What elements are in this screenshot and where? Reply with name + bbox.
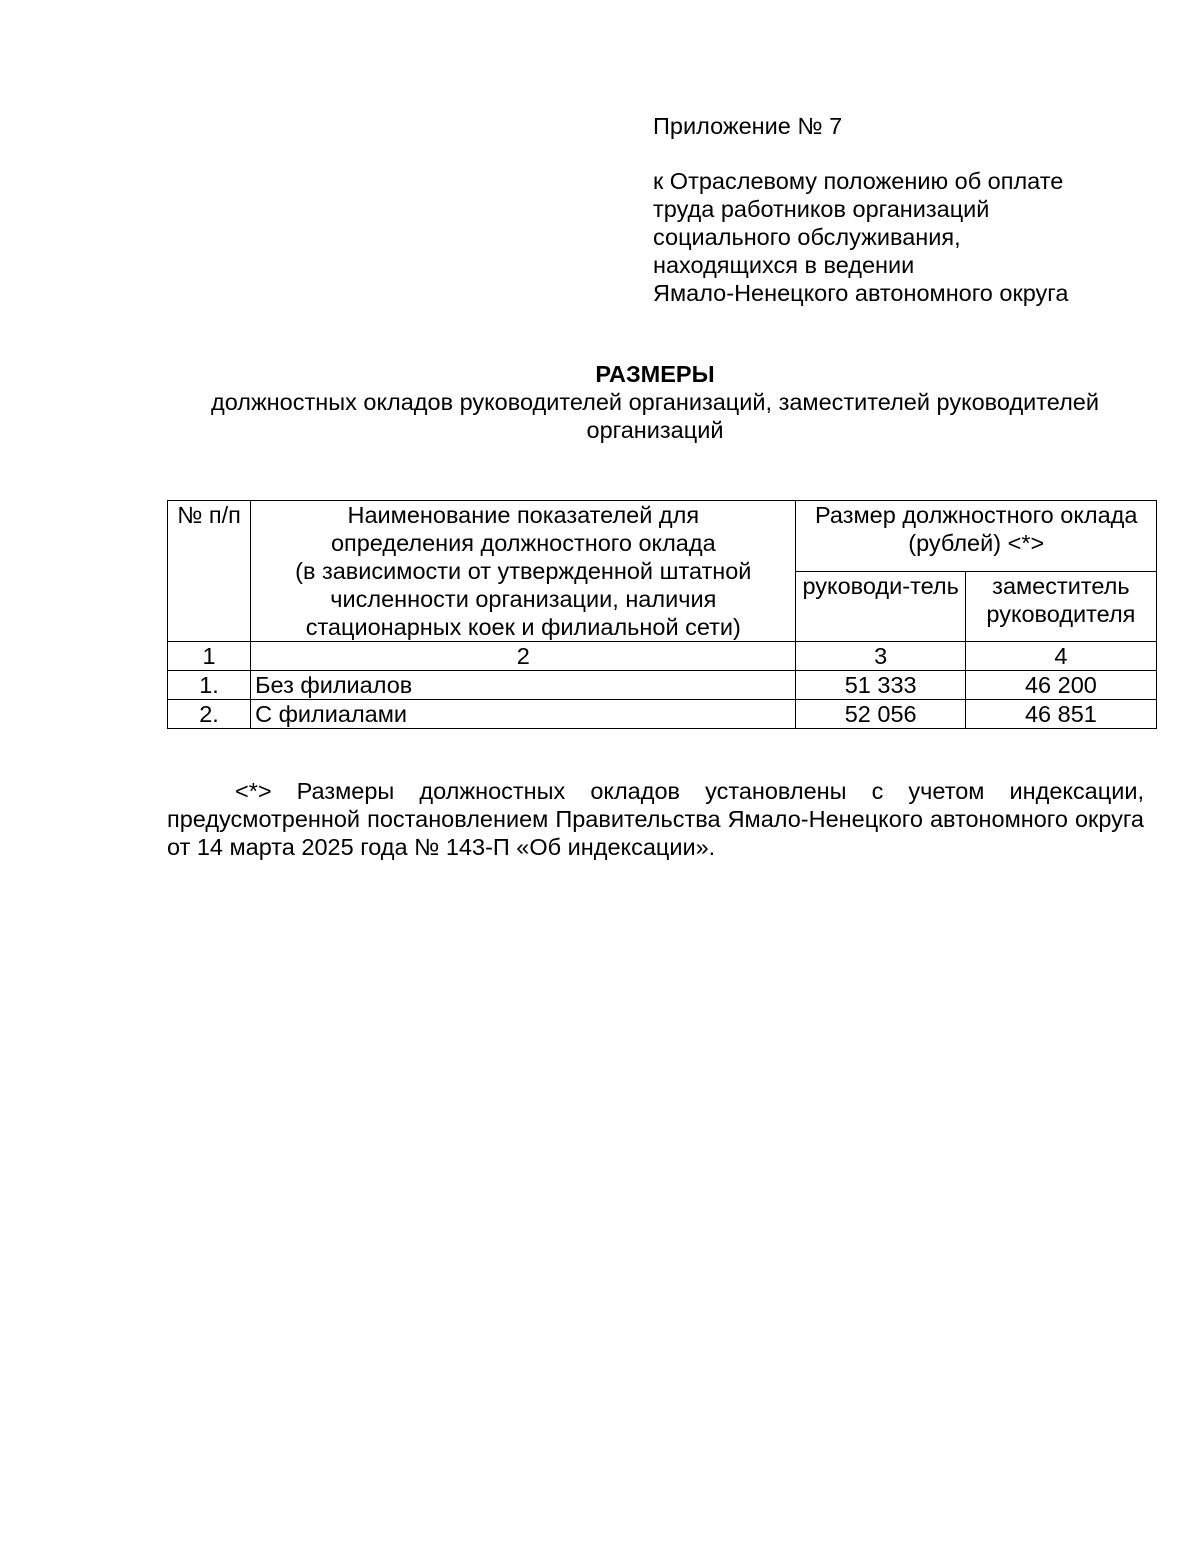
table-row xyxy=(168,671,1157,700)
numbering-cell: 4 xyxy=(965,642,1156,671)
table-row xyxy=(168,700,1157,729)
row-head-salary: 52 056 xyxy=(796,700,965,729)
appendix-line: Ямало-Ненецкого автономного округа xyxy=(653,280,1069,306)
appendix-line: социального обслуживания, xyxy=(653,224,961,250)
appendix-block xyxy=(653,112,1173,307)
header-salary-group: Размер должностного оклада (рублей) <*> xyxy=(796,501,1157,572)
header-indicator-name xyxy=(251,501,796,642)
header-indicator-line: (в зависимости от утвержденной штатной xyxy=(295,558,752,584)
table-numbering-row xyxy=(168,642,1157,671)
row-deputy-salary: 46 851 xyxy=(965,700,1156,729)
header-number: № п/п xyxy=(168,501,251,642)
appendix-number: Приложение № 7 xyxy=(653,113,843,139)
header-deputy: заместитель руководителя xyxy=(965,571,1156,642)
row-name: Без филиалов xyxy=(251,671,796,700)
numbering-cell: 3 xyxy=(796,642,965,671)
numbering-cell: 2 xyxy=(251,642,796,671)
row-deputy-salary: 46 200 xyxy=(965,671,1156,700)
title-subtitle-line: организаций xyxy=(586,417,724,443)
row-number: 1. xyxy=(168,671,251,700)
header-head: руководи-тель xyxy=(796,571,965,642)
row-number: 2. xyxy=(168,700,251,729)
appendix-line: труда работников организаций xyxy=(653,196,990,222)
row-head-salary: 51 333 xyxy=(796,671,965,700)
appendix-line: к Отраслевому положению об оплате xyxy=(653,168,1064,194)
header-indicator-line: Наименование показателей для xyxy=(347,502,700,528)
header-indicator-line: стационарных коек и филиальной сети) xyxy=(305,614,741,640)
title-subtitle-line: должностных окладов руководителей организаций, заместителей руководителей xyxy=(210,389,1099,415)
document-title xyxy=(165,360,1145,444)
appendix-line: находящихся в ведении xyxy=(653,252,915,278)
title-heading: РАЗМЕРЫ xyxy=(595,361,715,387)
footnote: <*> Размеры должностных окладов установлены с учетом индексации, предусмотренной постановлением Правительства Ямало-Ненецкого автономного округа от 14 марта 2025 года № 143-П «Об индексации». xyxy=(167,777,1144,860)
table-header-row xyxy=(168,501,1157,572)
row-name: С филиалами xyxy=(251,700,796,729)
salaries-table xyxy=(167,500,1157,729)
header-indicator-line: определения должностного оклада xyxy=(330,530,716,556)
numbering-cell: 1 xyxy=(168,642,251,671)
header-indicator-line: численности организации, наличия xyxy=(330,586,717,612)
